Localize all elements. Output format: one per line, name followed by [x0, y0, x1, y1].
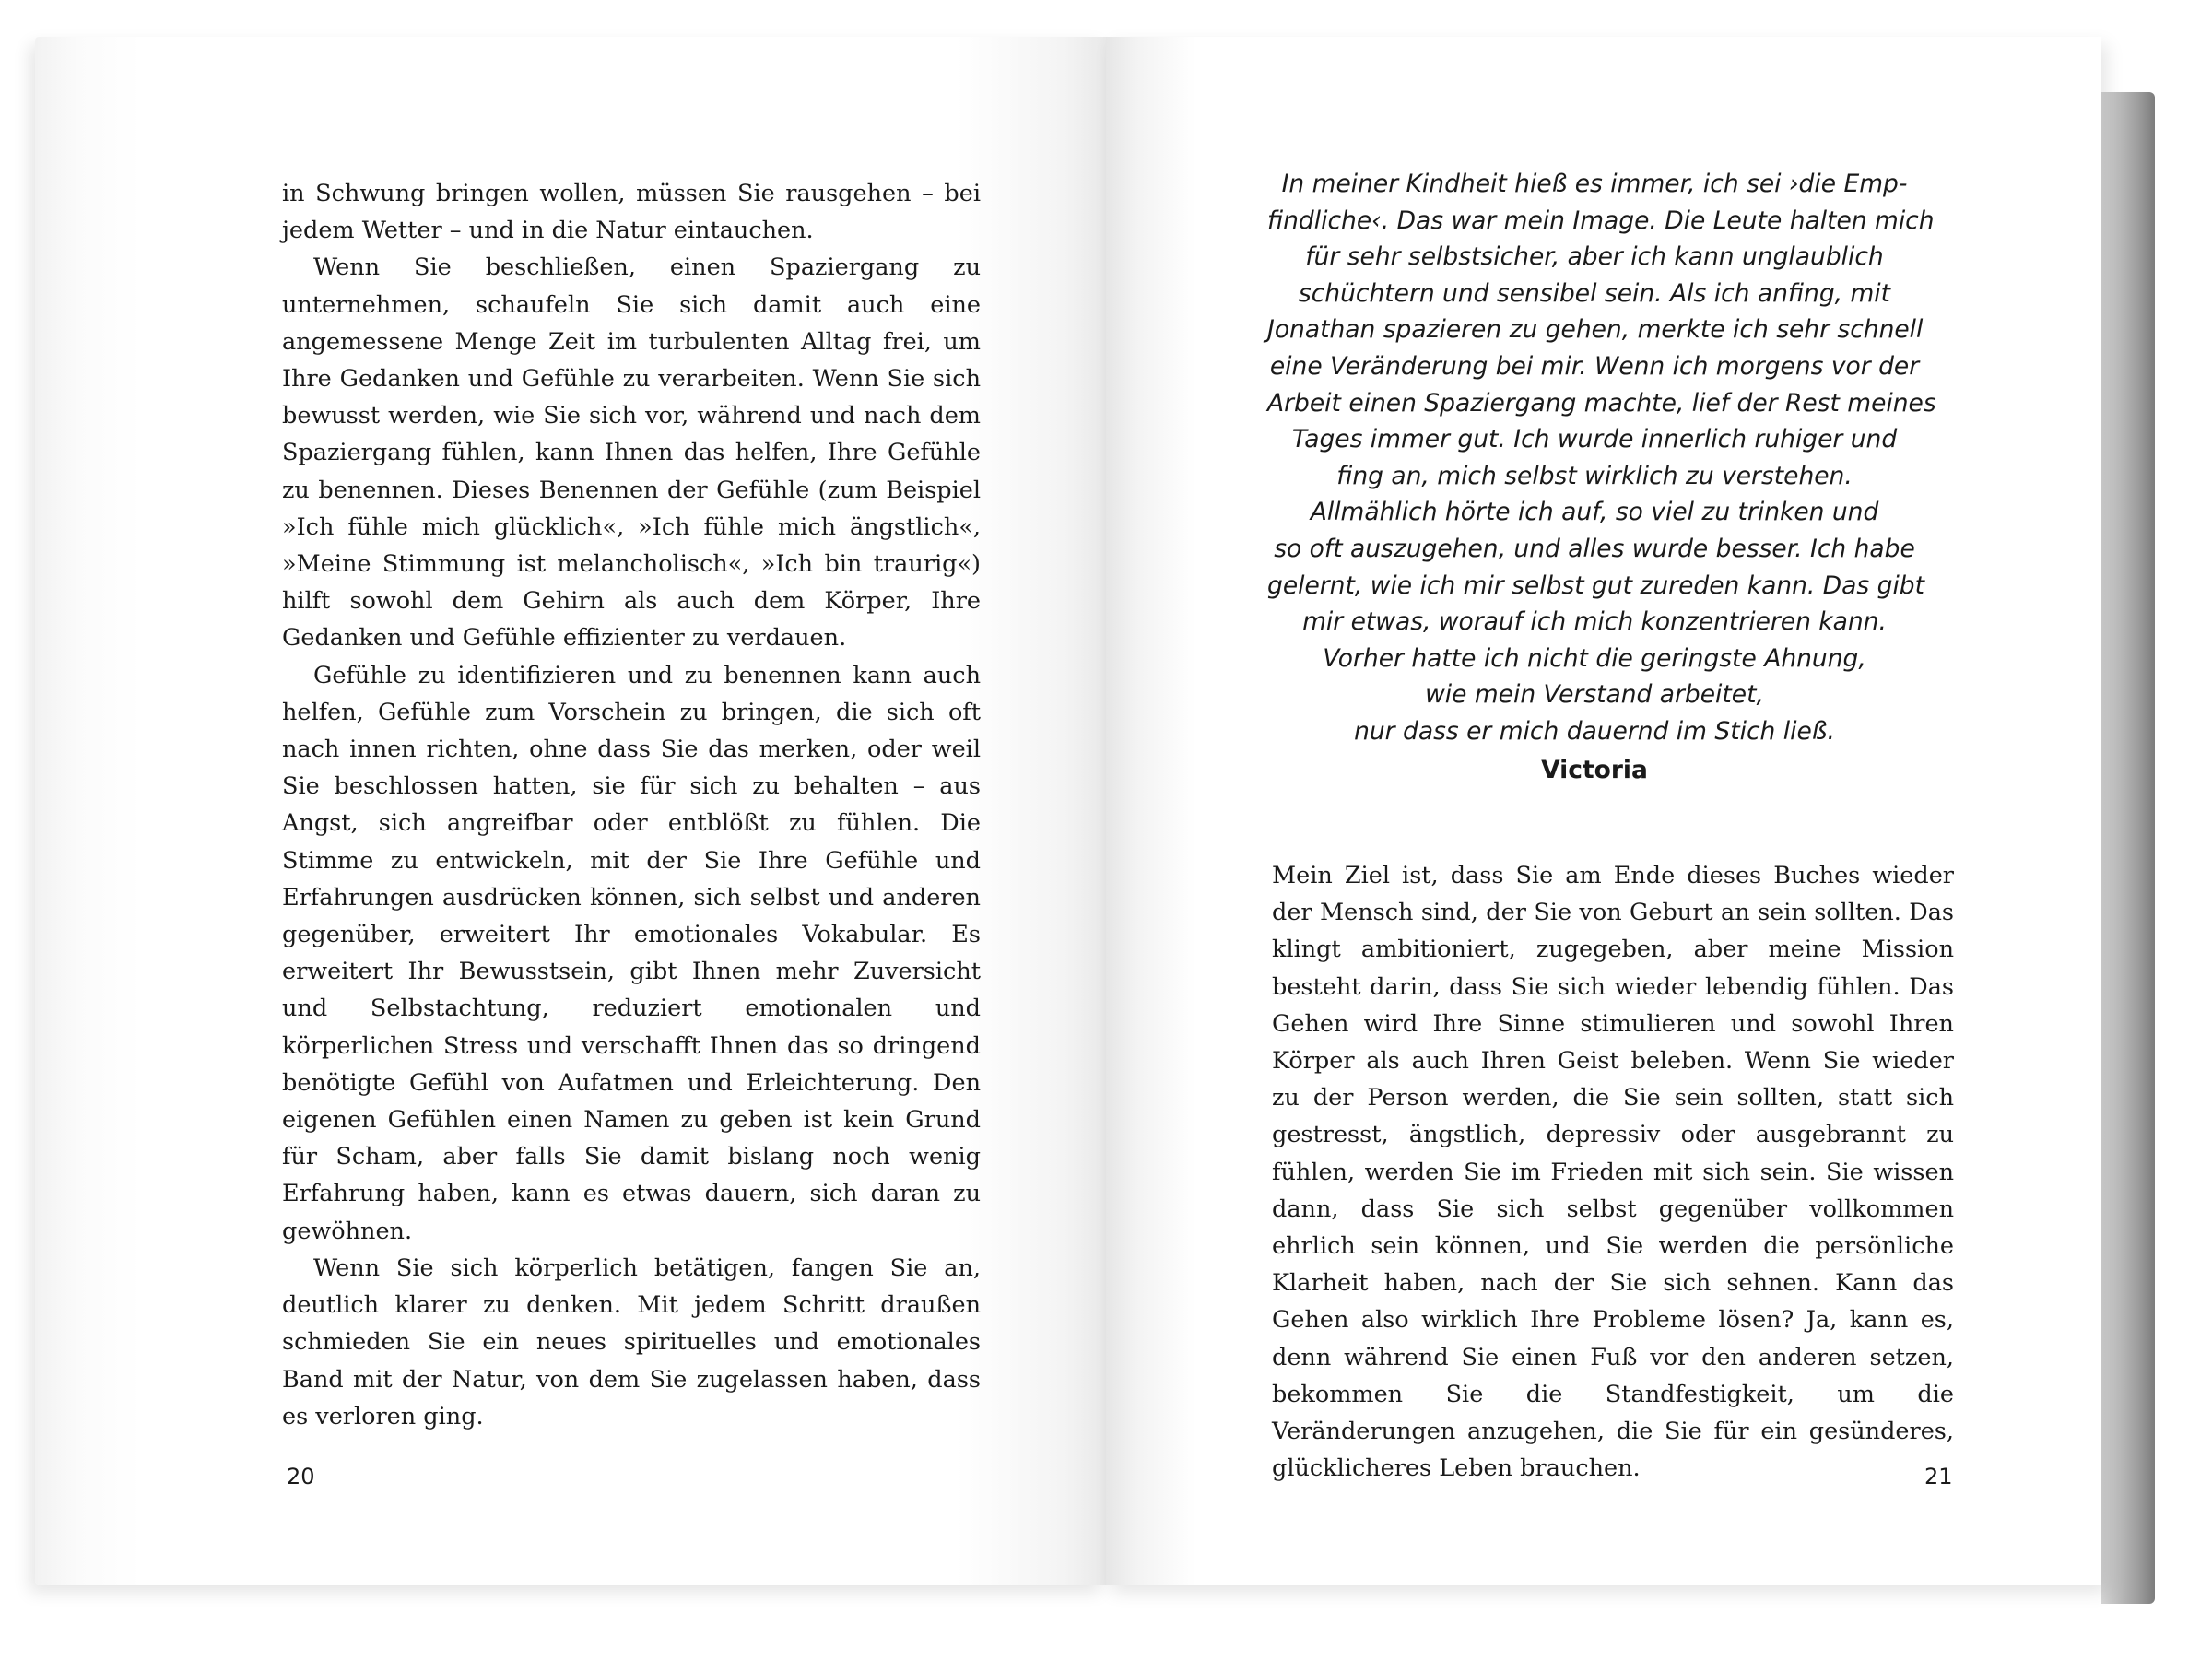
left-body-text: [282, 175, 981, 1435]
quote-line: nur dass er mich dauernd im Stich ließ.: [1354, 716, 1835, 746]
left-page: [35, 37, 1106, 1585]
quote-line: findliche‹. Das war mein Image. Die Leute halten mich: [1267, 206, 1935, 235]
page-number-right: 21: [1924, 1464, 1953, 1489]
quote-line: In meiner Kindheit hieß es immer, ich sei ›die Emp-: [1281, 170, 1908, 198]
paragraph: Mein Ziel ist, dass Sie am Ende dieses Buches wieder der Mensch sind, der Sie von Geburt an sein sollten. Das klingt ambitioniert, zugegeben, aber meine Mission besteht darin, dass Sie sich wieder lebendig fühlen. Das Gehen wird Ihre Sinne stimulieren und sowohl Ihren Körper als auch Ihren Geist beleben. Wenn Sie wieder zu der Person werden, die Sie sein sollten, statt sich gestresst, ängstlich, depressiv oder ausgebrannt zu fühlen, werden Sie im Frieden mit sich sein. Sie wissen dann, dass Sie sich selbst gegenüber vollkommen ehrlich sein können, und Sie werden die persönliche Klarheit haben, nach der Sie sich sehnen. Kann das Gehen also wirklich Ihre Probleme lösen? Ja, kann es, denn während Sie einen Fuß vor den anderen setzen, bekommen Sie die Standfestigkeit, um die Veränderungen anzugehen, die Sie für ein gesünderes, glücklicheres Leben brauchen.: [1272, 862, 1954, 1483]
quote-line: wie mein Verstand arbeitet,: [1425, 680, 1764, 710]
quote-line: schüchtern und sensibel sein. Als ich anfing, mit: [1298, 278, 1891, 308]
open-book: [35, 37, 2155, 1585]
page-stack-edge: [2101, 92, 2155, 1604]
paragraph: Wenn Sie sich körperlich betätigen, fangen Sie an, deutlich klarer zu denken. Mit jedem Schritt draußen schmieden Sie ein neues spirituelles und emotionales Band mit der Natur, von dem Sie zugelassen haben, dass es verloren ging.: [282, 1253, 981, 1430]
paragraph: in Schwung bringen wollen, müssen Sie rausgehen – bei jedem Wetter – und in die Natur eintauchen.: [282, 180, 981, 245]
quote-author: Victoria: [1541, 755, 1648, 784]
quote-line: fing an, mich selbst wirklich zu verstehen.: [1336, 461, 1853, 490]
page-number-left: 20: [287, 1464, 315, 1489]
quote-line: Arbeit einen Spaziergang machte, lief der Rest meines: [1267, 388, 1936, 418]
quote-line: gelernt, wie ich mir selbst gut zureden kann. Das gibt: [1267, 571, 1925, 600]
quote-line: Tages immer gut. Ich wurde innerlich ruhiger und: [1291, 425, 1898, 454]
testimonial-quote: [1267, 166, 1936, 788]
quote-line: so oft auszugehen, und alles wurde besser. Ich habe: [1274, 534, 1915, 563]
quote-line: Allmählich hörte ich auf, so viel zu trinken und: [1310, 498, 1879, 527]
right-page: [1106, 37, 2101, 1585]
right-body-text: [1272, 857, 1954, 1487]
quote-line: mir etwas, worauf ich mich konzentrieren kann.: [1302, 607, 1887, 637]
quote-line: Vorher hatte ich nicht die geringste Ahnung,: [1323, 643, 1866, 673]
quote-line: für sehr selbstsicher, aber ich kann unglaublich: [1305, 242, 1884, 272]
paragraph: Gefühle zu identifizieren und zu benennen kann auch helfen, Gefühle zum Vorschein zu bringen, die sich oft nach innen richten, ohne dass Sie das merken, oder weil Sie beschlossen hatten, sie für sich zu behalten – aus Angst, sich angreifbar oder entblößt zu fühlen. Die Stimme zu entwickeln, mit der Sie Ihre Gefühle und Erfahrungen ausdrücken können, sich selbst und anderen gegenüber, erweitert Ihr emotionales Vokabular. Es erweitert Ihr Bewusstsein, gibt Ihnen mehr Zuversicht und Selbstachtung, reduziert emotionalen und körperlichen Stress und verschafft Ihnen das so dringend benötigte Gefühl von Aufatmen und Erleichterung. Den eigenen Gefühlen einen Namen zu geben ist kein Grund für Scham, aber falls Sie damit bislang noch wenig Erfahrung haben, kann es etwas dauern, sich daran zu gewöhnen.: [282, 661, 981, 1245]
quote-line: Jonathan spazieren zu gehen, merkte ich sehr schnell: [1267, 315, 1924, 345]
quote-line: eine Veränderung bei mir. Wenn ich morgens vor der: [1269, 351, 1920, 381]
paragraph: Wenn Sie beschließen, einen Spaziergang zu unternehmen, schaufeln Sie sich damit auch eine angemessene Menge Zeit im turbulenten Alltag frei, um Ihre Gedanken und Gefühle zu verarbeiten. Wenn Sie sich bewusst werden, wie Sie sich vor, während und nach dem Spaziergang fühlen, kann Ihnen das helfen, Ihre Gefühle zu benennen. Dieses Benennen der Gefühle (zum Beispiel »Ich fühle mich glücklich«, »Ich fühle mich ängstlich«, »Meine Stimmung ist melancholisch«, »Ich bin traurig«) hilft sowohl dem Gehirn als auch dem Körper, Ihre Gedanken und Gefühle effizienter zu verdauen.: [282, 253, 981, 653]
